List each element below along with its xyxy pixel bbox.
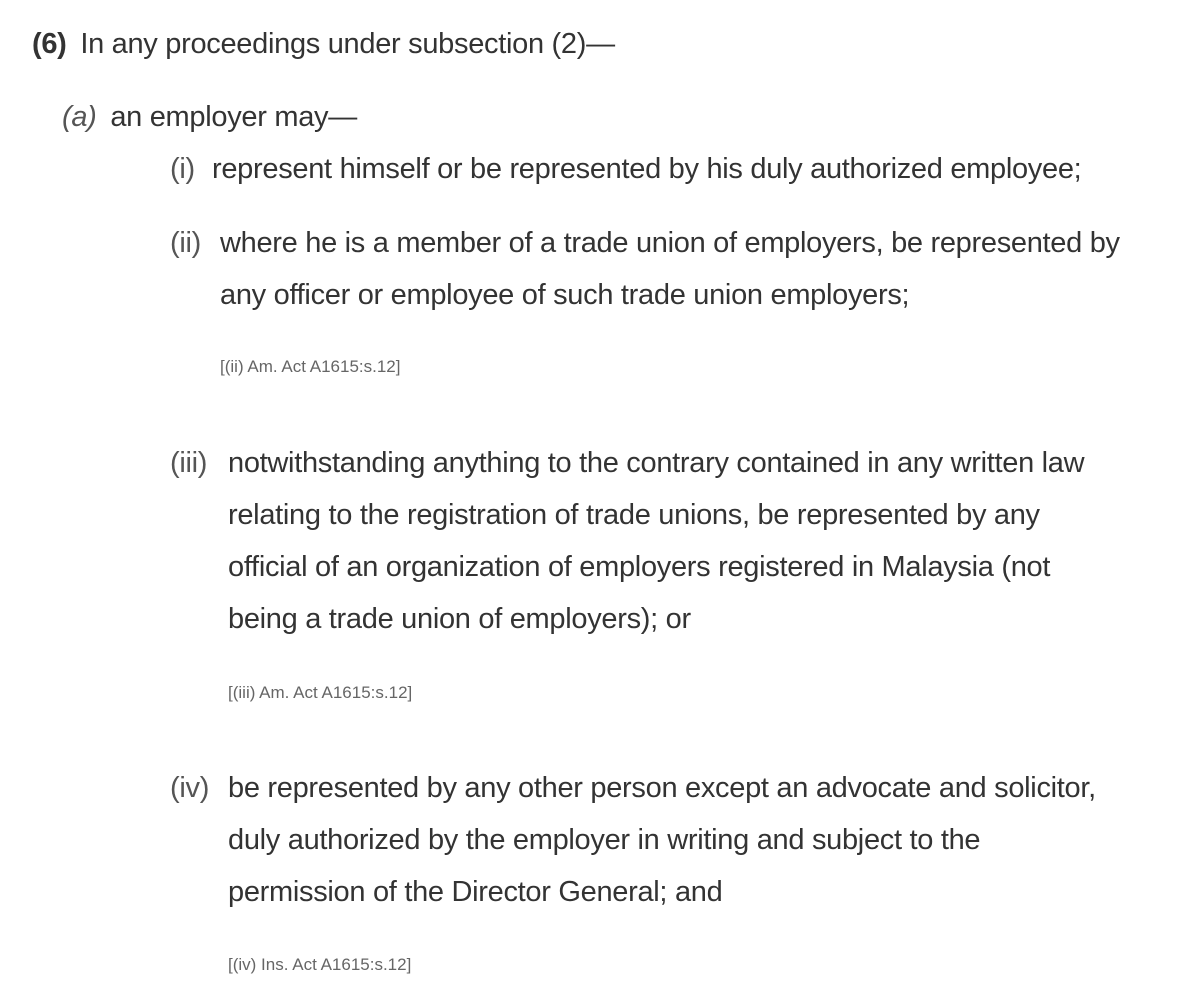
- section-heading: [32, 18, 615, 70]
- item-iii-line-1: notwithstanding anything to the contrary contained in any written law: [228, 447, 1085, 479]
- section-number: (6): [32, 28, 67, 60]
- item-iii-line-2: relating to the registration of trade unions, be represented by any: [228, 499, 1040, 531]
- item-iv-line-1: be represented by any other person except an advocate and solicitor,: [228, 772, 1096, 804]
- item-iii-line-3: official of an organization of employers registered in Malaysia (not: [228, 551, 1051, 583]
- item-iii-amendment-note: [(iii) Am. Act A1615:s.12]: [228, 683, 413, 702]
- item-ii-line-1: where he is a member of a trade union of employers, be represented by: [220, 227, 1120, 259]
- paragraph-a-label: (a): [62, 101, 97, 133]
- item-i-label: (i): [170, 153, 195, 185]
- paragraph-a: [62, 91, 357, 143]
- item-iii-line-4: being a trade union of employers); or: [228, 603, 691, 635]
- item-ii-line-2: any officer or employee of such trade union employers;: [220, 279, 910, 311]
- paragraph-a-text: an employer may—: [110, 101, 357, 133]
- item-i-line-1: represent himself or be represented by his duly authorized employee;: [212, 153, 1082, 185]
- item-iv-line-3: permission of the Director General; and: [228, 876, 723, 908]
- item-iv-label: (iv): [170, 772, 210, 804]
- section-heading-text: In any proceedings under subsection (2)—: [80, 28, 615, 60]
- item-iv-amendment-note: [(iv) Ins. Act A1615:s.12]: [228, 955, 412, 974]
- item-ii-label: (ii): [170, 227, 202, 259]
- item-ii-amendment-note: [(ii) Am. Act A1615:s.12]: [220, 357, 401, 376]
- item-iii-label: (iii): [170, 447, 208, 479]
- item-iv-line-2: duly authorized by the employer in writing and subject to the: [228, 824, 981, 856]
